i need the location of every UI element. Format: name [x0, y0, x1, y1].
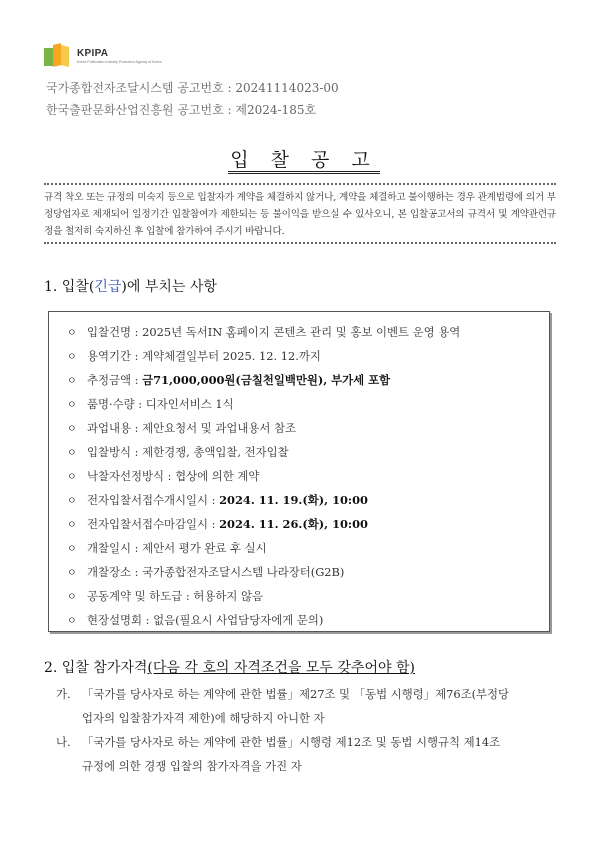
circle-bullet-icon: ㅇ: [67, 544, 77, 555]
detail-item: ㅇ 전자입찰서접수마감일시 : 2024. 11. 26.(화), 10:00: [67, 517, 368, 531]
clause-number: 나.: [56, 735, 71, 749]
kpipa-notice-number: 한국출판문화산업진흥원 공고번호 : 제2024-185호: [46, 103, 317, 117]
section-2-heading: [44, 657, 415, 677]
circle-bullet-icon: ㅇ: [67, 376, 77, 387]
detail-item: ㅇ 과업내용 : 제안요청서 및 과업내용서 참조: [67, 421, 296, 435]
detail-item: ㅇ 전자입찰서접수개시일시 : 2024. 11. 19.(화), 10:00: [67, 493, 368, 507]
logo-subtitle: Korea Publication Industry Promotion Agency of Korea: [77, 60, 162, 64]
detail-item: ㅇ 현장설명회 : 없음(필요시 사업담당자에게 문의): [67, 613, 324, 627]
bid-warning-text: 규격 착오 또는 규정의 미숙지 등으로 입찰자가 계약을 체결하지 않거나, 계약을 체결하고 불이행하는 경우 관계법령에 의거 부정당업자로 제재되어 일정기간 입찰참여가 제한되는 등 불이익을 받으실 수 있사오니, 본 입찰공고서의 규격서 및 계약관련규정을 철저히 숙지하신 후 입찰에 참가하여 주시기 바랍니다.: [44, 192, 556, 237]
circle-bullet-icon: ㅇ: [67, 424, 77, 435]
section-1-suffix: )에 부치는 사항: [121, 279, 217, 295]
clause-text: 「국가를 당사자로 하는 계약에 관한 법률」시행령 제12조 및 동법 시행규칙 제14조: [82, 735, 501, 749]
title-underline: [228, 171, 380, 174]
detail-item: ㅇ 개찰장소 : 국가종합전자조달시스템 나라장터(G2B): [67, 565, 345, 579]
detail-item: ㅇ 공동계약 및 하도급 : 허용하지 않음: [67, 589, 263, 603]
urgent-label: 긴급: [94, 279, 122, 295]
circle-bullet-icon: ㅇ: [67, 328, 77, 339]
circle-bullet-icon: ㅇ: [67, 448, 77, 459]
circle-bullet-icon: ㅇ: [67, 568, 77, 579]
section-1-prefix: 1. 입찰(: [44, 279, 95, 295]
clause-text: 「국가를 당사자로 하는 계약에 관한 법률」제27조 및 「동법 시행령」제76조(부정당: [82, 687, 510, 701]
detail-item: ㅇ 품명·수량 : 디자인서비스 1식: [67, 397, 234, 411]
dotted-divider-top: [44, 183, 556, 185]
dotted-divider-bottom: [44, 242, 556, 244]
detail-item: ㅇ 개찰일시 : 제안서 평가 완료 후 실시: [67, 541, 267, 555]
circle-bullet-icon: ㅇ: [67, 520, 77, 531]
circle-bullet-icon: ㅇ: [67, 472, 77, 483]
clause-number: 가.: [56, 687, 71, 701]
section-1-heading: [44, 276, 217, 296]
circle-bullet-icon: ㅇ: [67, 592, 77, 603]
section-2-prefix: 2. 입찰 참가자격: [44, 660, 148, 676]
circle-bullet-icon: ㅇ: [67, 616, 77, 627]
detail-item: ㅇ 추정금액 : 금71,000,000원(금칠천일백만원), 부가세 포함: [67, 373, 391, 387]
circle-bullet-icon: ㅇ: [67, 352, 77, 363]
circle-bullet-icon: ㅇ: [67, 400, 77, 411]
logo-book-icon: [44, 44, 74, 68]
detail-item: ㅇ 낙찰자선정방식 : 협상에 의한 계약: [67, 469, 260, 483]
detail-item: ㅇ 입찰방식 : 제한경쟁, 총액입찰, 전자입찰: [67, 445, 289, 459]
detail-item: ㅇ 용역기간 : 계약체결일부터 2025. 12. 12.까지: [67, 349, 321, 363]
detail-item: ㅇ 입찰건명 : 2025년 독서IN 홈페이지 콘텐츠 관리 및 홍보 이벤트 운영 용역: [67, 325, 461, 339]
bid-details-box: [48, 311, 550, 632]
kpipa-logo: [44, 44, 161, 68]
logo-name: KPIPA: [77, 48, 109, 59]
page-title: 입찰공고: [230, 149, 392, 171]
clause-text: 규정에 의한 경쟁 입찰의 참가자격을 가진 자: [82, 759, 302, 773]
g2b-notice-number: 국가종합전자조달시스템 공고번호 : 20241114023-00: [46, 81, 339, 95]
clause-text: 업자의 입찰참가자격 제한)에 해당하지 아니한 자: [82, 711, 325, 725]
eligibility-note: (다음 각 호의 자격조건을 모두 갖추어야 함): [147, 660, 415, 676]
circle-bullet-icon: ㅇ: [67, 496, 77, 507]
